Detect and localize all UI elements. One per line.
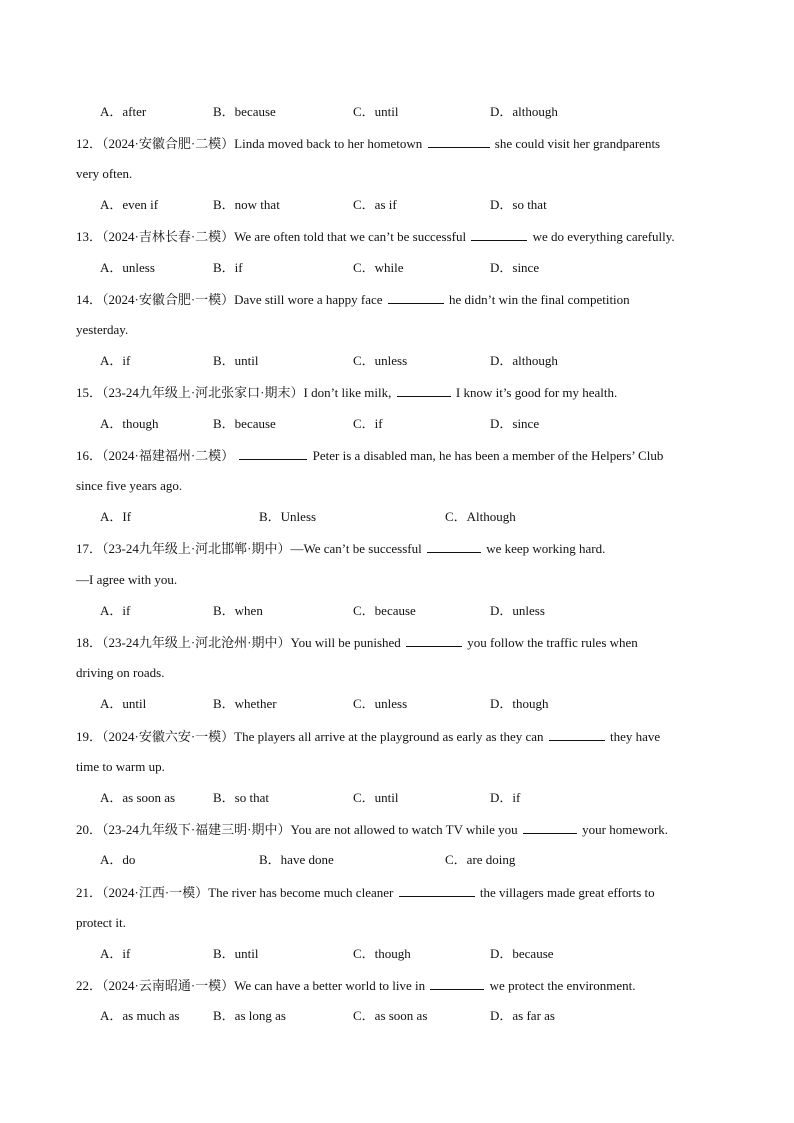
q12-blank [428,135,490,148]
q22-text-before: We can have a better world to live in [234,978,426,993]
q14-source: 14．（2024·安徽合肥·一模） [76,292,235,307]
q11-option-c: C．until [353,104,399,119]
q18-stem-cont: driving on roads. [76,665,165,680]
q18-source: 18．（23-24九年级上·河北沧州·期中） [76,635,291,650]
q18-option-c: C．unless [353,696,408,711]
q13-option-b: B．if [213,260,243,275]
q12-source: 12．（2024·安徽合肥·二模） [76,136,235,151]
q15-option-a: A．though [100,416,159,431]
q13-text-before: We are often told that we can’t be successful [234,229,467,244]
q16-blank [239,447,307,460]
q20-option-a: A．do [100,852,136,867]
q12-option-c: C．as if [353,197,397,212]
q16-option-b: B．Unless [259,509,317,524]
q14-stem [76,291,630,308]
q19-source: 19．（2024·安徽六安·一模） [76,729,235,744]
q20-source: 20．（23-24九年级下·福建三明·期中） [76,822,291,837]
q13-blank [471,228,527,241]
q13-stem [76,228,675,245]
q22-source: 22．（2024·云南昭通·一模） [76,978,235,993]
q15-option-c: C．if [353,416,383,431]
q19-stem [76,728,660,745]
q13-source: 13．（2024·吉林长春·二模） [76,229,235,244]
q17-stem [76,540,605,557]
q16-stem-cont: since five years ago. [76,478,183,493]
q21-stem-cont: protect it. [76,915,126,930]
q20-blank [523,821,577,834]
q19-option-b: B．so that [213,790,269,805]
q15-option-d: D．since [490,416,540,431]
q17-blank [427,540,481,553]
q18-option-a: A．until [100,696,147,711]
q21-text-before: The river has become much cleaner [208,885,394,900]
q18-option-b: B．whether [213,696,277,711]
q22-option-b: B．as long as [213,1008,286,1023]
q22-option-a: A．as much as [100,1008,180,1023]
q12-text-after: she could visit her grandparents [494,136,661,151]
q17-option-a: A．if [100,603,131,618]
q21-option-a: A．if [100,946,131,961]
q15-option-b: B．because [213,416,276,431]
q22-stem [76,977,636,994]
q12-text-before: Linda moved back to her hometown [234,136,423,151]
q17-text-after: we keep working hard. [486,541,606,556]
q20-text-after: your homework. [582,822,669,837]
q15-source: 15．（23-24九年级上·河北张家口·期末） [76,385,304,400]
q18-blank [406,634,462,647]
q21-option-d: D．because [490,946,554,961]
q14-option-a: A．if [100,353,131,368]
q16-stem [76,447,663,464]
q21-blank [399,884,475,897]
q17-option-b: B．when [213,603,263,618]
q19-option-a: A．as soon as [100,790,176,805]
q18-stem [76,634,638,651]
q14-text-after: he didn’t win the final competition [449,292,630,307]
q12-option-b: B．now that [213,197,280,212]
q22-option-c: C．as soon as [353,1008,428,1023]
q17-source: 17．（23-24九年级上·河北邯郸·期中） [76,541,291,556]
q22-text-after: we protect the environment. [489,978,636,993]
q22-option-d: D．as far as [490,1008,555,1023]
q17-text-before: —We can’t be successful [290,541,422,556]
q13-option-c: C．while [353,260,404,275]
q16-text-after: Peter is a disabled man, he has been a member of the Helpers’ Club [312,448,664,463]
q16-option-c: C．Although [445,509,516,524]
q19-text-after: they have [610,729,661,744]
q19-option-d: D．if [490,790,521,805]
q11-option-b: B．because [213,104,276,119]
q21-option-b: B．until [213,946,259,961]
q18-text-after: you follow the traffic rules when [467,635,638,650]
q14-text-before: Dave still wore a happy face [234,292,383,307]
q18-text-before: You will be punished [290,635,401,650]
q21-source: 21．（2024·江西·一模） [76,885,209,900]
q13-option-d: D．since [490,260,540,275]
q14-option-d: D．although [490,353,558,368]
q17-option-d: D．unless [490,603,545,618]
q12-option-a: A．even if [100,197,159,212]
q19-blank [549,728,605,741]
q21-text-after: the villagers made great efforts to [479,885,655,900]
q11-option-a: A．after [100,104,147,119]
q17-stem-cont: —I agree with you. [76,572,178,587]
q17-option-c: C．because [353,603,416,618]
q15-text-before: I don’t like milk, [303,385,392,400]
q20-option-c: C．are doing [445,852,516,867]
q13-option-a: A．unless [100,260,155,275]
q16-source: 16．（2024·福建福州·二模） [76,448,235,463]
q18-option-d: D．though [490,696,549,711]
q14-option-b: B．until [213,353,259,368]
q15-text-after: I know it’s good for my health. [455,385,618,400]
q14-stem-cont: yesterday. [76,322,129,337]
q19-option-c: C．until [353,790,399,805]
q20-option-b: B．have done [259,852,334,867]
q15-stem [76,384,617,401]
q20-text-before: You are not allowed to watch TV while you [290,822,518,837]
q16-option-a: A．If [100,509,132,524]
q12-option-d: D．so that [490,197,547,212]
q19-stem-cont: time to warm up. [76,759,165,774]
q19-text-before: The players all arrive at the playground as early as they can [234,729,544,744]
q21-option-c: C．though [353,946,411,961]
q11-option-d: D．although [490,104,558,119]
q14-option-c: C．unless [353,353,408,368]
q15-blank [397,384,451,397]
q13-text-after: we do everything carefully. [532,229,675,244]
q14-blank [388,291,444,304]
q12-stem [76,135,660,152]
q20-stem [76,821,668,838]
q12-stem-cont: very often. [76,166,133,181]
q22-blank [430,977,484,990]
q21-stem [76,884,655,901]
